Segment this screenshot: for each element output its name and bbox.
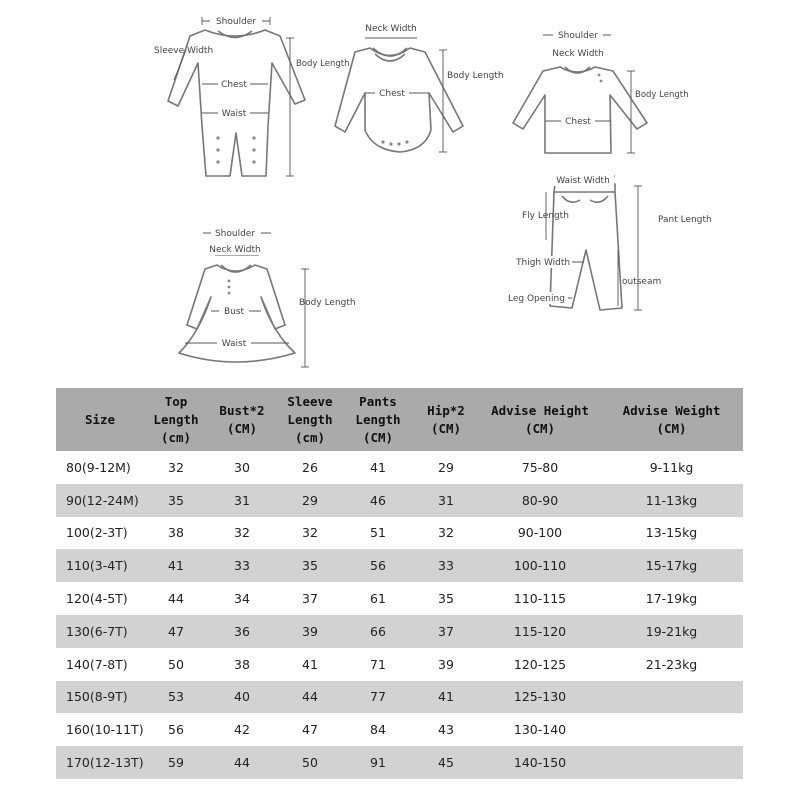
cell-advise-weight: 19-21kg: [600, 615, 743, 648]
header-pants-length: [344, 388, 412, 451]
cell-size: 100(2-3T): [56, 517, 144, 550]
shirt-chest-label: Chest: [565, 117, 591, 127]
cell-top-length: 59: [144, 746, 208, 779]
cell-pants-length: 71: [344, 648, 412, 681]
cell-bust: 36: [208, 615, 276, 648]
cell-size: 90(12-24M): [56, 484, 144, 517]
cell-pants-length: 61: [344, 582, 412, 615]
cell-size: 120(4-5T): [56, 582, 144, 615]
cell-sleeve-length: 35: [276, 549, 344, 582]
cell-advise-weight: 9-11kg: [600, 451, 743, 484]
cell-bust: 34: [208, 582, 276, 615]
header-line: Hip*2: [427, 402, 465, 418]
header-sleeve-length: [276, 388, 344, 451]
bodysuit-diagram: [325, 18, 504, 163]
table-row: [56, 517, 743, 550]
pants-fly-label: Fly Length: [522, 211, 569, 221]
table-row: [56, 615, 743, 648]
shirt-diagram: [505, 25, 689, 165]
cell-bust: 30: [208, 451, 276, 484]
cell-sleeve-length: 50: [276, 746, 344, 779]
pants-waist-label: Waist Width: [556, 176, 610, 186]
cell-advise-height: 130-140: [480, 713, 600, 746]
dress-neck-label: Neck Width: [209, 245, 261, 255]
shirt-neck-label: Neck Width: [552, 49, 604, 59]
cell-hip: 45: [412, 746, 480, 779]
cell-hip: 29: [412, 451, 480, 484]
bodysuit-body-label: Body Length: [447, 71, 504, 81]
cell-size: 160(10-11T): [56, 713, 144, 746]
cell-advise-height: 110-115: [480, 582, 600, 615]
dress-shoulder-label: Shoulder: [214, 229, 256, 239]
table-row: [56, 484, 743, 517]
cell-bust: 38: [208, 648, 276, 681]
header-line: Pants: [359, 393, 397, 409]
cell-top-length: 50: [144, 648, 208, 681]
bodysuit-chest-label: Chest: [379, 89, 405, 99]
header-top-length: [144, 388, 208, 451]
header-row: [56, 388, 743, 451]
cell-top-length: 38: [144, 517, 208, 550]
header-advise-weight: [600, 388, 743, 451]
cell-advise-weight: [600, 681, 743, 714]
cell-bust: 32: [208, 517, 276, 550]
cell-advise-height: 100-110: [480, 549, 600, 582]
cell-advise-weight: 21-23kg: [600, 648, 743, 681]
bodysuit-neck-label: Neck Width: [365, 24, 417, 34]
cell-hip: 43: [412, 713, 480, 746]
header-bust: [208, 388, 276, 451]
cell-advise-height: 115-120: [480, 615, 600, 648]
cell-size: 110(3-4T): [56, 549, 144, 582]
romper-body-label: Body Length: [296, 59, 350, 69]
table-row: [56, 746, 743, 779]
romper-shoulder-label: Shoulder: [215, 17, 257, 27]
cell-sleeve-length: 39: [276, 615, 344, 648]
table-row: [56, 713, 743, 746]
shirt-body-label: Body Length: [635, 90, 689, 100]
cell-advise-weight: [600, 746, 743, 779]
header-line: (CM): [362, 429, 394, 445]
cell-hip: 35: [412, 582, 480, 615]
cell-pants-length: 51: [344, 517, 412, 550]
pants-leg-label: Leg Opening: [508, 294, 565, 304]
cell-sleeve-length: 26: [276, 451, 344, 484]
cell-pants-length: 41: [344, 451, 412, 484]
size-chart-table: [56, 388, 743, 779]
cell-advise-height: 90-100: [480, 517, 600, 550]
cell-advise-height: 80-90: [480, 484, 600, 517]
header-line: Length: [355, 411, 401, 427]
header-hip: [412, 388, 480, 451]
cell-top-length: 41: [144, 549, 208, 582]
cell-hip: 31: [412, 484, 480, 517]
cell-sleeve-length: 37: [276, 582, 344, 615]
cell-hip: 39: [412, 648, 480, 681]
cell-bust: 31: [208, 484, 276, 517]
cell-size: 140(7-8T): [56, 648, 144, 681]
cell-size: 150(8-9T): [56, 681, 144, 714]
cell-sleeve-length: 47: [276, 713, 344, 746]
cell-hip: 41: [412, 681, 480, 714]
cell-hip: 33: [412, 549, 480, 582]
header-line: Length: [287, 411, 333, 427]
header-line: (cm): [160, 429, 192, 445]
cell-sleeve-length: 41: [276, 648, 344, 681]
cell-pants-length: 56: [344, 549, 412, 582]
cell-size: 130(6-7T): [56, 615, 144, 648]
cell-advise-weight: 13-15kg: [600, 517, 743, 550]
pants-outseam-label: outseam: [622, 277, 662, 287]
romper-chest-label: Chest: [221, 80, 247, 90]
cell-sleeve-length: 32: [276, 517, 344, 550]
dress-body-label: Body Length: [299, 298, 356, 308]
header-size: [56, 388, 144, 451]
cell-bust: 42: [208, 713, 276, 746]
header-line: Top: [164, 393, 188, 409]
header-advise-height: [480, 388, 600, 451]
pants-pant-label: Pant Length: [658, 215, 712, 225]
cell-advise-weight: 15-17kg: [600, 549, 743, 582]
shirt-shoulder-label: Shoulder: [557, 31, 599, 41]
dress-diagram: [155, 225, 356, 375]
cell-advise-height: 125-130: [480, 681, 600, 714]
table-row: [56, 648, 743, 681]
cell-top-length: 35: [144, 484, 208, 517]
header-line: Size: [84, 411, 116, 427]
header-line: (cm): [294, 429, 326, 445]
pants-outline: [550, 184, 622, 310]
romper-diagram: [150, 8, 350, 183]
header-line: Advise Weight: [622, 402, 721, 418]
cell-top-length: 56: [144, 713, 208, 746]
cell-bust: 44: [208, 746, 276, 779]
bodysuit-outline: [335, 48, 463, 152]
cell-bust: 40: [208, 681, 276, 714]
table-row: [56, 681, 743, 714]
cell-pants-length: 66: [344, 615, 412, 648]
cell-advise-weight: 17-19kg: [600, 582, 743, 615]
cell-pants-length: 84: [344, 713, 412, 746]
dress-bust-label: Bust: [223, 307, 245, 317]
header-line: Length: [153, 411, 199, 427]
header-line: Sleeve: [287, 393, 333, 409]
header-line: (CM): [226, 420, 258, 436]
dress-waist-label: Waist: [221, 339, 247, 349]
romper-waist-label: Waist: [221, 109, 247, 119]
cell-top-length: 53: [144, 681, 208, 714]
header-line: Advise Height: [491, 402, 589, 418]
pants-diagram: [500, 170, 712, 320]
cell-pants-length: 91: [344, 746, 412, 779]
cell-top-length: 47: [144, 615, 208, 648]
header-line: (CM): [656, 420, 687, 436]
cell-top-length: 44: [144, 582, 208, 615]
cell-sleeve-length: 44: [276, 681, 344, 714]
cell-size: 80(9-12M): [56, 451, 144, 484]
cell-pants-length: 77: [344, 681, 412, 714]
cell-advise-weight: 11-13kg: [600, 484, 743, 517]
cell-size: 170(12-13T): [56, 746, 144, 779]
header-line: (CM): [524, 420, 556, 436]
romper-sleeve-label: Sleeve Width: [154, 46, 214, 56]
cell-bust: 33: [208, 549, 276, 582]
header-line: (CM): [430, 420, 462, 436]
header-line: Bust*2: [219, 402, 265, 418]
pants-thigh-label: Thigh Width: [516, 258, 571, 268]
cell-pants-length: 46: [344, 484, 412, 517]
cell-hip: 37: [412, 615, 480, 648]
cell-hip: 32: [412, 517, 480, 550]
cell-advise-weight: [600, 713, 743, 746]
cell-sleeve-length: 29: [276, 484, 344, 517]
table-row: [56, 582, 743, 615]
table-row: [56, 549, 743, 582]
table-row: [56, 451, 743, 484]
shirt-outline: [513, 67, 647, 153]
cell-advise-height: 140-150: [480, 746, 600, 779]
cell-advise-height: 120-125: [480, 648, 600, 681]
cell-top-length: 32: [144, 451, 208, 484]
cell-advise-height: 75-80: [480, 451, 600, 484]
